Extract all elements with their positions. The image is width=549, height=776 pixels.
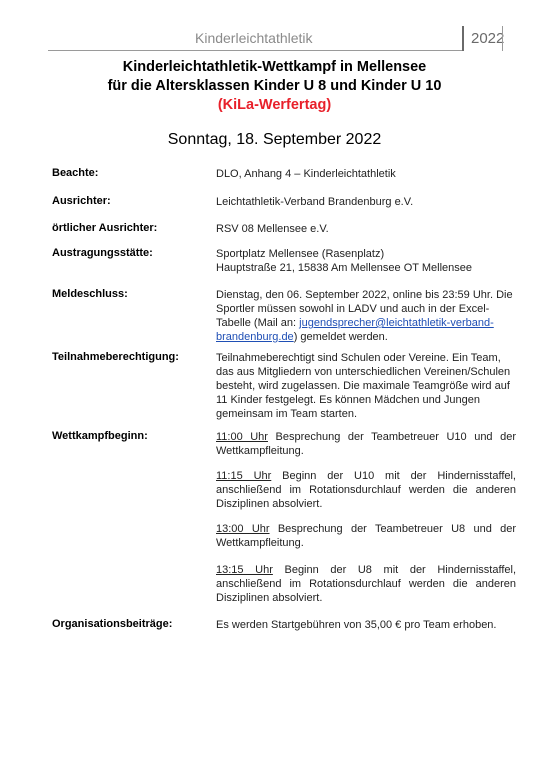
event-name: (KiLa-Werfertag) bbox=[217, 97, 332, 113]
schedule-time: 13:15 Uhr bbox=[216, 564, 273, 576]
schedule-text: Besprechung der Teambetreuer U8 und der Wettkampfleitung. bbox=[216, 523, 516, 549]
schedule-time: 13:00 Uhr bbox=[216, 523, 270, 535]
value-ausrichter: Leichtathletik-Verband Brandenburg e.V. bbox=[216, 196, 414, 208]
email-link[interactable]: jugendsprecher@leichtathletik-verband-brandenburg.de bbox=[216, 317, 494, 343]
meldeschluss-text: Dienstag, den 06. September 2022, online bis 23:59 Uhr. Die Sportler müssen sowohl in LADV und auch in der Excel-Tabelle (Mail an: bbox=[216, 289, 513, 329]
schedule-text: Besprechung der Teambetreuer U10 und der Wettkampfleitung. bbox=[216, 431, 516, 457]
schedule-item bbox=[216, 469, 516, 511]
header-year-divider bbox=[462, 26, 464, 51]
label-wettkampfbeginn: Wettkampfbeginn: bbox=[52, 430, 148, 442]
meldeschluss-text-end: ) gemeldet werden. bbox=[293, 331, 388, 343]
value-teilnahmeberechtigung: Teilnahmeberechtigt sind Schulen oder Vereine. Ein Team, das aus Mitgliedern von unterschiedlichen Vereinen/Schulen besteht, wird zugelassen. Die maximale Teamgröße wird auf 11 Kinder festgelegt. Es können Mädchen und Jungen gemeinsam im Team starten. bbox=[216, 352, 511, 420]
label-beachte: Beachte: bbox=[52, 167, 99, 179]
document-subtitle: für die Altersklassen Kinder U 8 und Kinder U 10 bbox=[107, 78, 442, 94]
document-title: Kinderleichtathletik-Wettkampf in Mellensee bbox=[122, 59, 427, 75]
schedule-text: Beginn der U8 mit der Hindernisstaffel, anschließend im Rotationsdurchlauf werden die anderen Disziplinen absolviert. bbox=[216, 564, 517, 604]
label-teilnahmeberechtigung: Teilnahmeberechtigung: bbox=[52, 351, 179, 363]
value-beachte: DLO, Anhang 4 – Kinderleichtathletik bbox=[216, 168, 396, 180]
label-austragungsstaette: Austragungsstätte: bbox=[52, 247, 153, 259]
label-meldeschluss: Meldeschluss: bbox=[52, 288, 128, 300]
header-year: 2022 bbox=[471, 30, 505, 47]
schedule-time: 11:00 Uhr bbox=[216, 431, 268, 443]
label-organisationsbeitraege: Organisationsbeiträge: bbox=[52, 618, 173, 630]
value-organisationsbeitraege: Es werden Startgebühren von 35,00 € pro Team erhoben. bbox=[216, 619, 497, 631]
label-ausrichter: Ausrichter: bbox=[52, 195, 111, 207]
event-date: Sonntag, 18. September 2022 bbox=[167, 131, 382, 148]
header-right-divider bbox=[502, 26, 503, 51]
schedule-item bbox=[216, 430, 516, 458]
label-oertlicher-ausrichter: örtlicher Ausrichter: bbox=[52, 222, 158, 234]
schedule-time: 11:15 Uhr bbox=[216, 470, 272, 482]
schedule-item bbox=[216, 563, 516, 605]
value-austragungsstaette bbox=[216, 247, 516, 275]
value-meldeschluss bbox=[216, 288, 514, 344]
schedule-item bbox=[216, 522, 516, 550]
header-title: Kinderleichtathletik bbox=[195, 30, 313, 46]
schedule-text: Beginn der U10 mit der Hindernisstaffel, anschließend im Rotationsdurchlauf werden die anderen Disziplinen absolviert. bbox=[216, 470, 516, 510]
venue-name: Sportplatz Mellensee (Rasenplatz) bbox=[216, 248, 385, 260]
value-oertlicher-ausrichter: RSV 08 Mellensee e.V. bbox=[216, 223, 329, 235]
venue-address: Hauptstraße 21, 15838 Am Mellensee OT Mellensee bbox=[216, 262, 472, 274]
header-divider bbox=[48, 50, 463, 51]
